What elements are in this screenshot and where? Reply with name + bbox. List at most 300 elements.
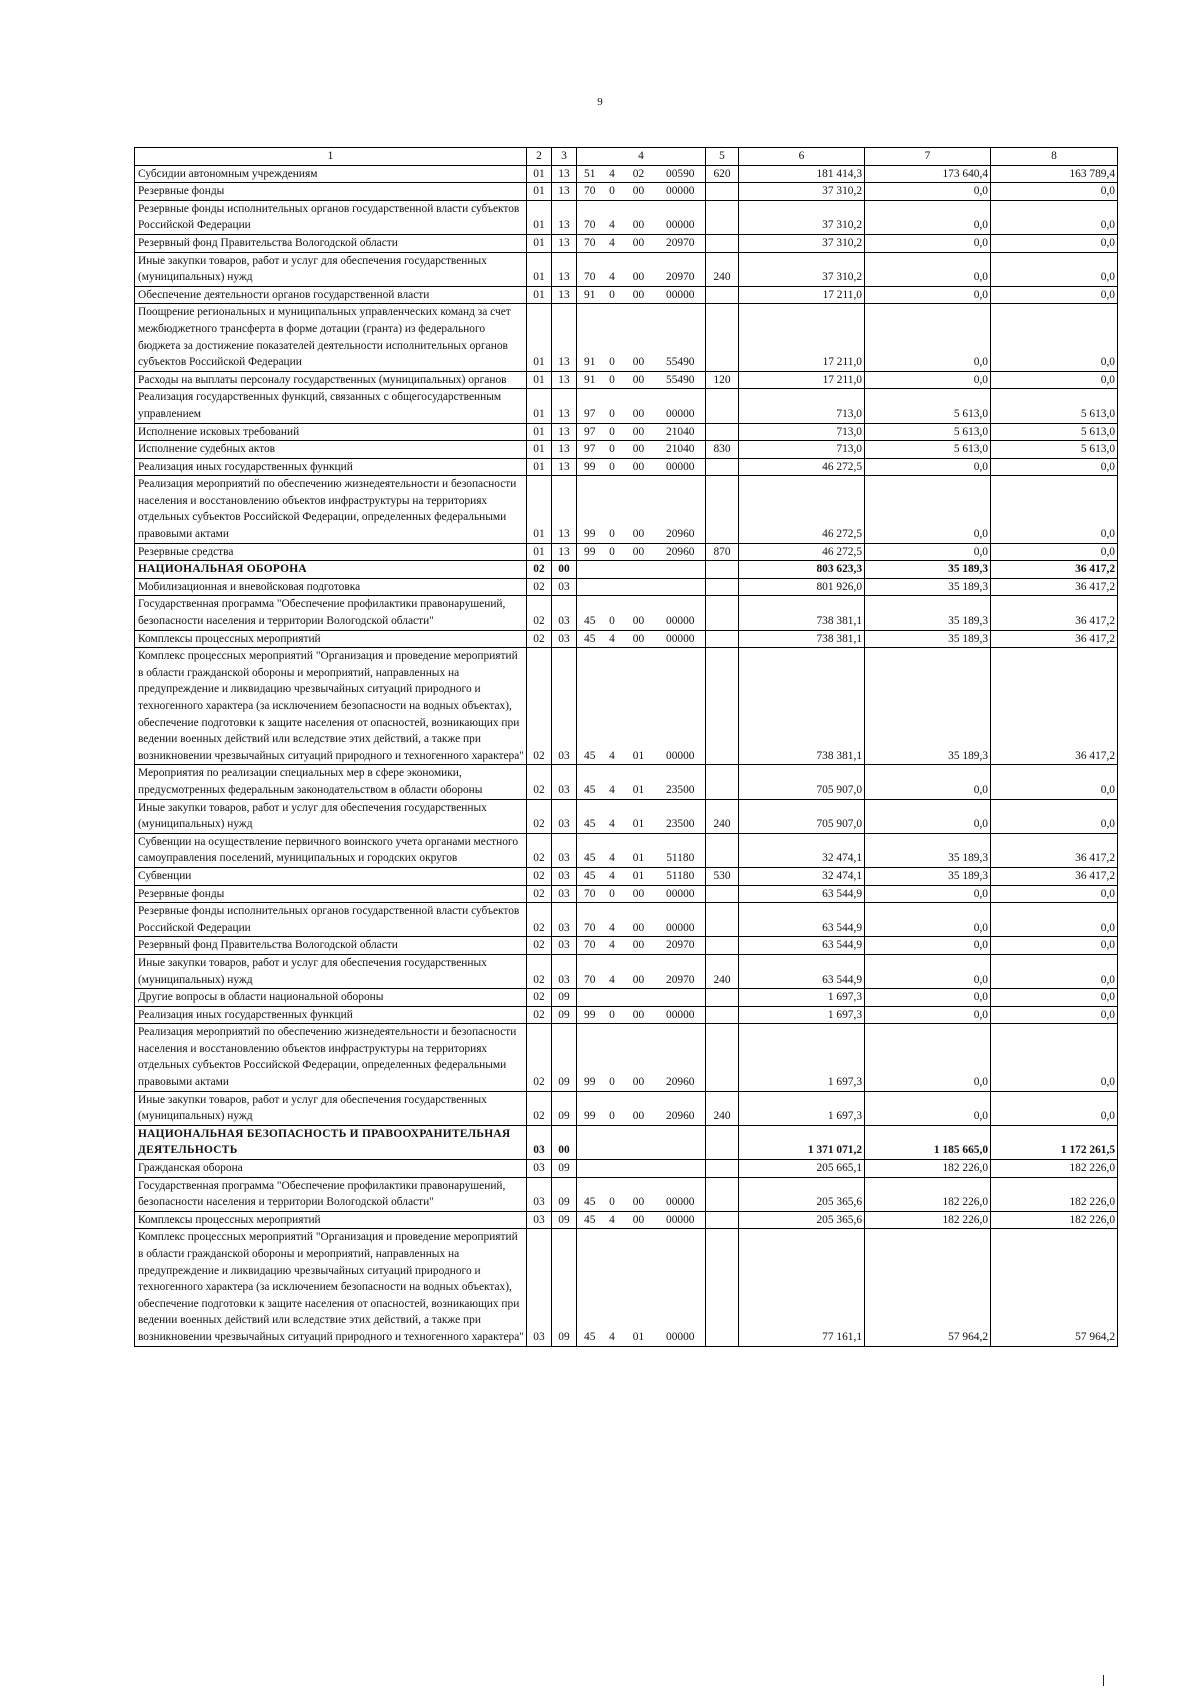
expense-type-code: 530 bbox=[706, 867, 739, 885]
row-name: Другие вопросы в области национальной обороны bbox=[135, 989, 527, 1007]
expense-type-code bbox=[706, 885, 739, 903]
subprogram-code bbox=[603, 989, 622, 1007]
event-code: 00 bbox=[622, 1211, 656, 1229]
subsection-code: 03 bbox=[552, 885, 577, 903]
subsection-code: 09 bbox=[552, 1211, 577, 1229]
amount-col-7: 0,0 bbox=[865, 304, 991, 371]
event-code bbox=[622, 561, 656, 579]
amount-col-6: 77 161,1 bbox=[739, 1229, 865, 1346]
amount-col-8: 0,0 bbox=[991, 458, 1118, 476]
subsection-code: 13 bbox=[552, 543, 577, 561]
amount-col-6: 713,0 bbox=[739, 423, 865, 441]
amount-col-6: 738 381,1 bbox=[739, 630, 865, 648]
section-code: 02 bbox=[527, 596, 552, 630]
table-row bbox=[135, 867, 1118, 885]
expense-direction-code: 20970 bbox=[656, 937, 706, 955]
program-code: 99 bbox=[577, 543, 603, 561]
subprogram-code: 0 bbox=[603, 423, 622, 441]
subprogram-code: 4 bbox=[603, 200, 622, 234]
expense-type-code bbox=[706, 200, 739, 234]
subsection-code: 03 bbox=[552, 833, 577, 867]
expense-type-code: 120 bbox=[706, 371, 739, 389]
expense-direction-code: 21040 bbox=[656, 441, 706, 459]
amount-col-7: 182 226,0 bbox=[865, 1160, 991, 1178]
section-code: 02 bbox=[527, 1006, 552, 1024]
expense-type-code bbox=[706, 578, 739, 596]
subsection-code: 03 bbox=[552, 867, 577, 885]
table-row bbox=[135, 1125, 1118, 1159]
program-code: 99 bbox=[577, 476, 603, 543]
table-row bbox=[135, 200, 1118, 234]
expense-type-code bbox=[706, 286, 739, 304]
program-code: 70 bbox=[577, 954, 603, 988]
program-code: 51 bbox=[577, 165, 603, 183]
column-header: 5 bbox=[706, 148, 739, 166]
table-body bbox=[135, 148, 1118, 1347]
subprogram-code: 4 bbox=[603, 252, 622, 286]
row-name: Мобилизационная и вневойсковая подготовка bbox=[135, 578, 527, 596]
row-name: Иные закупки товаров, работ и услуг для обеспечения государственных (муниципальных) нужд bbox=[135, 954, 527, 988]
section-code: 02 bbox=[527, 833, 552, 867]
row-name: Иные закупки товаров, работ и услуг для обеспечения государственных (муниципальных) нужд bbox=[135, 252, 527, 286]
amount-col-8: 36 417,2 bbox=[991, 578, 1118, 596]
program-code bbox=[577, 1125, 603, 1159]
table-row bbox=[135, 371, 1118, 389]
table-row bbox=[135, 885, 1118, 903]
table-row bbox=[135, 903, 1118, 937]
amount-col-7: 182 226,0 bbox=[865, 1177, 991, 1211]
section-code: 01 bbox=[527, 234, 552, 252]
subsection-code: 13 bbox=[552, 389, 577, 423]
subprogram-code: 0 bbox=[603, 441, 622, 459]
subprogram-code: 4 bbox=[603, 1229, 622, 1346]
subsection-code: 09 bbox=[552, 1024, 577, 1091]
subprogram-code: 0 bbox=[603, 304, 622, 371]
event-code bbox=[622, 989, 656, 1007]
expense-direction-code: 00000 bbox=[656, 648, 706, 765]
row-name: Реализация мероприятий по обеспечению жизнедеятельности и безопасности населения и восстановлению объектов инфраструктуры на территориях отдельных субъектов Российской Федерации, определенных федеральными правовыми актами bbox=[135, 1024, 527, 1091]
expense-direction-code: 23500 bbox=[656, 799, 706, 833]
expense-direction-code: 00590 bbox=[656, 165, 706, 183]
program-code: 70 bbox=[577, 885, 603, 903]
program-code: 70 bbox=[577, 903, 603, 937]
program-code: 91 bbox=[577, 286, 603, 304]
expense-direction-code: 20970 bbox=[656, 954, 706, 988]
subsection-code: 13 bbox=[552, 252, 577, 286]
section-code: 02 bbox=[527, 1091, 552, 1125]
row-name: Резервные фонды bbox=[135, 183, 527, 201]
row-name: НАЦИОНАЛЬНАЯ ОБОРОНА bbox=[135, 561, 527, 579]
subprogram-code: 0 bbox=[603, 476, 622, 543]
section-code: 01 bbox=[527, 371, 552, 389]
amount-col-8: 36 417,2 bbox=[991, 561, 1118, 579]
expense-direction-code: 00000 bbox=[656, 200, 706, 234]
section-code: 03 bbox=[527, 1211, 552, 1229]
section-code: 01 bbox=[527, 389, 552, 423]
event-code bbox=[622, 1160, 656, 1178]
subsection-code: 03 bbox=[552, 578, 577, 596]
amount-col-8: 0,0 bbox=[991, 799, 1118, 833]
event-code: 00 bbox=[622, 630, 656, 648]
amount-col-6: 181 414,3 bbox=[739, 165, 865, 183]
section-code: 01 bbox=[527, 200, 552, 234]
program-code: 91 bbox=[577, 304, 603, 371]
amount-col-8: 36 417,2 bbox=[991, 833, 1118, 867]
section-code: 01 bbox=[527, 252, 552, 286]
expense-direction-code bbox=[656, 989, 706, 1007]
subprogram-code: 4 bbox=[603, 937, 622, 955]
expense-direction-code: 20960 bbox=[656, 1091, 706, 1125]
amount-col-7: 0,0 bbox=[865, 200, 991, 234]
expense-direction-code: 51180 bbox=[656, 833, 706, 867]
amount-col-6: 803 623,3 bbox=[739, 561, 865, 579]
amount-col-8: 0,0 bbox=[991, 937, 1118, 955]
subsection-code: 00 bbox=[552, 561, 577, 579]
expense-type-code: 830 bbox=[706, 441, 739, 459]
section-code: 01 bbox=[527, 458, 552, 476]
event-code: 01 bbox=[622, 648, 656, 765]
subsection-code: 13 bbox=[552, 183, 577, 201]
table-row bbox=[135, 799, 1118, 833]
amount-col-7: 0,0 bbox=[865, 286, 991, 304]
amount-col-7: 0,0 bbox=[865, 1024, 991, 1091]
section-code: 02 bbox=[527, 937, 552, 955]
subsection-code: 03 bbox=[552, 937, 577, 955]
amount-col-8: 5 613,0 bbox=[991, 441, 1118, 459]
row-name: Исполнение исковых требований bbox=[135, 423, 527, 441]
amount-col-6: 738 381,1 bbox=[739, 596, 865, 630]
subsection-code: 03 bbox=[552, 903, 577, 937]
amount-col-6: 63 544,9 bbox=[739, 954, 865, 988]
amount-col-7: 0,0 bbox=[865, 903, 991, 937]
program-code: 45 bbox=[577, 1211, 603, 1229]
amount-col-6: 63 544,9 bbox=[739, 903, 865, 937]
event-code: 00 bbox=[622, 389, 656, 423]
program-code: 45 bbox=[577, 630, 603, 648]
program-code: 45 bbox=[577, 1177, 603, 1211]
subprogram-code: 4 bbox=[603, 954, 622, 988]
subprogram-code bbox=[603, 561, 622, 579]
amount-col-7: 0,0 bbox=[865, 799, 991, 833]
expense-type-code bbox=[706, 304, 739, 371]
event-code: 00 bbox=[622, 954, 656, 988]
subsection-code: 13 bbox=[552, 286, 577, 304]
table-row bbox=[135, 476, 1118, 543]
expense-type-code bbox=[706, 989, 739, 1007]
row-name: Реализация государственных функций, связанных с общегосударственным управлением bbox=[135, 389, 527, 423]
expense-type-code bbox=[706, 1006, 739, 1024]
amount-col-7: 35 189,3 bbox=[865, 867, 991, 885]
subprogram-code: 4 bbox=[603, 165, 622, 183]
row-name: Мероприятия по реализации специальных мер в сфере экономики, предусмотренных федеральным законодательством в области обороны bbox=[135, 765, 527, 799]
amount-col-8: 36 417,2 bbox=[991, 867, 1118, 885]
subsection-code: 13 bbox=[552, 200, 577, 234]
row-name: Резервные фонды исполнительных органов государственной власти субъектов Российской Федерации bbox=[135, 200, 527, 234]
subprogram-code: 0 bbox=[603, 596, 622, 630]
expense-type-code bbox=[706, 423, 739, 441]
section-code: 02 bbox=[527, 954, 552, 988]
expense-type-code: 240 bbox=[706, 1091, 739, 1125]
event-code bbox=[622, 578, 656, 596]
section-code: 01 bbox=[527, 543, 552, 561]
amount-col-8: 36 417,2 bbox=[991, 648, 1118, 765]
expense-direction-code: 23500 bbox=[656, 765, 706, 799]
amount-col-8: 0,0 bbox=[991, 304, 1118, 371]
section-code: 01 bbox=[527, 304, 552, 371]
expense-type-code: 870 bbox=[706, 543, 739, 561]
amount-col-7: 5 613,0 bbox=[865, 441, 991, 459]
amount-col-7: 1 185 665,0 bbox=[865, 1125, 991, 1159]
table-row bbox=[135, 441, 1118, 459]
table-row bbox=[135, 543, 1118, 561]
amount-col-6: 46 272,5 bbox=[739, 458, 865, 476]
expense-direction-code: 00000 bbox=[656, 596, 706, 630]
program-code: 91 bbox=[577, 371, 603, 389]
expense-direction-code: 21040 bbox=[656, 423, 706, 441]
expense-direction-code: 00000 bbox=[656, 903, 706, 937]
program-code: 99 bbox=[577, 1024, 603, 1091]
subsection-code: 13 bbox=[552, 371, 577, 389]
amount-col-8: 0,0 bbox=[991, 1091, 1118, 1125]
amount-col-6: 1 697,3 bbox=[739, 1024, 865, 1091]
event-code: 01 bbox=[622, 799, 656, 833]
amount-col-6: 37 310,2 bbox=[739, 234, 865, 252]
row-name: Государственная программа "Обеспечение профилактики правонарушений, безопасности населения и территории Вологодской области" bbox=[135, 596, 527, 630]
event-code: 00 bbox=[622, 1024, 656, 1091]
section-code: 02 bbox=[527, 765, 552, 799]
table-row bbox=[135, 1229, 1118, 1346]
amount-col-8: 0,0 bbox=[991, 543, 1118, 561]
amount-col-8: 182 226,0 bbox=[991, 1160, 1118, 1178]
amount-col-7: 35 189,3 bbox=[865, 561, 991, 579]
program-code: 99 bbox=[577, 1091, 603, 1125]
section-code: 03 bbox=[527, 1177, 552, 1211]
program-code: 45 bbox=[577, 765, 603, 799]
table-row bbox=[135, 389, 1118, 423]
table-row bbox=[135, 765, 1118, 799]
section-code: 01 bbox=[527, 183, 552, 201]
row-name: Субвенции на осуществление первичного воинского учета органами местного самоуправления поселений, муниципальных и городских округов bbox=[135, 833, 527, 867]
row-name: Резервные фонды bbox=[135, 885, 527, 903]
table-row bbox=[135, 1177, 1118, 1211]
section-code: 01 bbox=[527, 423, 552, 441]
subsection-code: 13 bbox=[552, 234, 577, 252]
amount-col-6: 46 272,5 bbox=[739, 543, 865, 561]
subsection-code: 09 bbox=[552, 1006, 577, 1024]
expense-type-code: 240 bbox=[706, 252, 739, 286]
event-code: 00 bbox=[622, 304, 656, 371]
section-code: 03 bbox=[527, 1125, 552, 1159]
subsection-code: 03 bbox=[552, 648, 577, 765]
row-name: Комплекс процессных мероприятий "Организация и проведение мероприятий в области гражданской обороны и мероприятий, направленных на предупреждение и ликвидацию чрезвычайных ситуаций природного и техногенного характера (за исключением безопасности на водных объектах), обеспечение подготовки к защите населения от опасностей, возникающих при ведении военных действий или вследствие этих действий, а также при возникновении чрезвычайных ситуаций природного и техногенного характера" bbox=[135, 1229, 527, 1346]
amount-col-8: 0,0 bbox=[991, 476, 1118, 543]
amount-col-7: 0,0 bbox=[865, 989, 991, 1007]
row-name: Государственная программа "Обеспечение профилактики правонарушений, безопасности населения и территории Вологодской области" bbox=[135, 1177, 527, 1211]
expense-direction-code: 00000 bbox=[656, 885, 706, 903]
row-name: Резервный фонд Правительства Вологодской области bbox=[135, 937, 527, 955]
expense-direction-code: 51180 bbox=[656, 867, 706, 885]
amount-col-7: 35 189,3 bbox=[865, 833, 991, 867]
scan-mark bbox=[1103, 1675, 1104, 1686]
amount-col-6: 705 907,0 bbox=[739, 799, 865, 833]
expense-direction-code: 00000 bbox=[656, 286, 706, 304]
section-code: 01 bbox=[527, 441, 552, 459]
program-code: 45 bbox=[577, 833, 603, 867]
expense-direction-code: 20970 bbox=[656, 234, 706, 252]
section-code: 02 bbox=[527, 885, 552, 903]
amount-col-7: 0,0 bbox=[865, 234, 991, 252]
table-row bbox=[135, 1160, 1118, 1178]
event-code: 00 bbox=[622, 371, 656, 389]
subprogram-code bbox=[603, 1125, 622, 1159]
expense-type-code: 240 bbox=[706, 799, 739, 833]
amount-col-7: 57 964,2 bbox=[865, 1229, 991, 1346]
column-header: 4 bbox=[577, 148, 706, 166]
expense-type-code bbox=[706, 1229, 739, 1346]
expense-direction-code: 20960 bbox=[656, 476, 706, 543]
subsection-code: 09 bbox=[552, 1229, 577, 1346]
row-name: Иные закупки товаров, работ и услуг для обеспечения государственных (муниципальных) нужд bbox=[135, 799, 527, 833]
amount-col-7: 0,0 bbox=[865, 765, 991, 799]
event-code: 00 bbox=[622, 286, 656, 304]
subsection-code: 00 bbox=[552, 1125, 577, 1159]
amount-col-8: 0,0 bbox=[991, 183, 1118, 201]
expense-type-code bbox=[706, 1160, 739, 1178]
event-code: 02 bbox=[622, 165, 656, 183]
event-code: 00 bbox=[622, 1091, 656, 1125]
section-code: 02 bbox=[527, 799, 552, 833]
amount-col-6: 37 310,2 bbox=[739, 252, 865, 286]
expense-direction-code: 20960 bbox=[656, 1024, 706, 1091]
subprogram-code: 0 bbox=[603, 1006, 622, 1024]
row-name: Обеспечение деятельности органов государственной власти bbox=[135, 286, 527, 304]
expense-type-code bbox=[706, 1211, 739, 1229]
subsection-code: 09 bbox=[552, 1177, 577, 1211]
subprogram-code: 0 bbox=[603, 885, 622, 903]
event-code: 00 bbox=[622, 441, 656, 459]
expense-type-code bbox=[706, 389, 739, 423]
expense-type-code bbox=[706, 1177, 739, 1211]
amount-col-7: 182 226,0 bbox=[865, 1211, 991, 1229]
event-code bbox=[622, 1125, 656, 1159]
amount-col-8: 0,0 bbox=[991, 371, 1118, 389]
section-code: 02 bbox=[527, 578, 552, 596]
section-code: 01 bbox=[527, 476, 552, 543]
subsection-code: 13 bbox=[552, 423, 577, 441]
expense-direction-code: 20970 bbox=[656, 252, 706, 286]
section-code: 01 bbox=[527, 165, 552, 183]
amount-col-8: 163 789,4 bbox=[991, 165, 1118, 183]
amount-col-8: 0,0 bbox=[991, 200, 1118, 234]
program-code: 97 bbox=[577, 441, 603, 459]
expense-direction-code: 00000 bbox=[656, 630, 706, 648]
subprogram-code: 4 bbox=[603, 833, 622, 867]
subprogram-code: 4 bbox=[603, 867, 622, 885]
table-row bbox=[135, 458, 1118, 476]
row-name: НАЦИОНАЛЬНАЯ БЕЗОПАСНОСТЬ И ПРАВООХРАНИТЕЛЬНАЯ ДЕЯТЕЛЬНОСТЬ bbox=[135, 1125, 527, 1159]
subprogram-code: 0 bbox=[603, 458, 622, 476]
amount-col-6: 705 907,0 bbox=[739, 765, 865, 799]
amount-col-7: 35 189,3 bbox=[865, 630, 991, 648]
event-code: 00 bbox=[622, 1006, 656, 1024]
event-code: 00 bbox=[622, 903, 656, 937]
program-code bbox=[577, 578, 603, 596]
amount-col-8: 36 417,2 bbox=[991, 596, 1118, 630]
amount-col-6: 205 365,6 bbox=[739, 1177, 865, 1211]
table-row bbox=[135, 1006, 1118, 1024]
row-name: Расходы на выплаты персоналу государственных (муниципальных) органов bbox=[135, 371, 527, 389]
program-code: 99 bbox=[577, 1006, 603, 1024]
amount-col-7: 0,0 bbox=[865, 252, 991, 286]
amount-col-7: 35 189,3 bbox=[865, 578, 991, 596]
row-name: Гражданская оборона bbox=[135, 1160, 527, 1178]
row-name: Резервные средства bbox=[135, 543, 527, 561]
section-code: 02 bbox=[527, 630, 552, 648]
amount-col-7: 173 640,4 bbox=[865, 165, 991, 183]
row-name: Иные закупки товаров, работ и услуг для обеспечения государственных (муниципальных) нужд bbox=[135, 1091, 527, 1125]
program-code: 45 bbox=[577, 648, 603, 765]
amount-col-6: 32 474,1 bbox=[739, 867, 865, 885]
amount-col-6: 37 310,2 bbox=[739, 200, 865, 234]
section-code: 01 bbox=[527, 286, 552, 304]
amount-col-6: 713,0 bbox=[739, 389, 865, 423]
row-name: Субсидии автономным учреждениям bbox=[135, 165, 527, 183]
table-row bbox=[135, 561, 1118, 579]
subsection-code: 09 bbox=[552, 1091, 577, 1125]
subsection-code: 03 bbox=[552, 799, 577, 833]
expense-direction-code: 00000 bbox=[656, 1211, 706, 1229]
subprogram-code: 4 bbox=[603, 234, 622, 252]
subsection-code: 03 bbox=[552, 954, 577, 988]
amount-col-6: 1 697,3 bbox=[739, 1091, 865, 1125]
row-name: Резервные фонды исполнительных органов государственной власти субъектов Российской Федерации bbox=[135, 903, 527, 937]
amount-col-7: 0,0 bbox=[865, 937, 991, 955]
amount-col-6: 17 211,0 bbox=[739, 286, 865, 304]
expense-type-code: 240 bbox=[706, 954, 739, 988]
amount-col-8: 0,0 bbox=[991, 286, 1118, 304]
expense-type-code bbox=[706, 1024, 739, 1091]
amount-col-8: 0,0 bbox=[991, 903, 1118, 937]
amount-col-8: 0,0 bbox=[991, 885, 1118, 903]
event-code: 00 bbox=[622, 1177, 656, 1211]
subprogram-code: 4 bbox=[603, 648, 622, 765]
event-code: 01 bbox=[622, 833, 656, 867]
table-row bbox=[135, 286, 1118, 304]
program-code: 45 bbox=[577, 596, 603, 630]
amount-col-7: 0,0 bbox=[865, 371, 991, 389]
event-code: 00 bbox=[622, 234, 656, 252]
amount-col-6: 17 211,0 bbox=[739, 371, 865, 389]
row-name: Исполнение судебных актов bbox=[135, 441, 527, 459]
expense-type-code bbox=[706, 833, 739, 867]
table-row bbox=[135, 1211, 1118, 1229]
amount-col-8: 182 226,0 bbox=[991, 1177, 1118, 1211]
program-code: 70 bbox=[577, 200, 603, 234]
table-row bbox=[135, 1024, 1118, 1091]
expense-direction-code: 55490 bbox=[656, 304, 706, 371]
amount-col-7: 0,0 bbox=[865, 954, 991, 988]
amount-col-6: 63 544,9 bbox=[739, 885, 865, 903]
event-code: 00 bbox=[622, 937, 656, 955]
amount-col-8: 0,0 bbox=[991, 954, 1118, 988]
amount-col-8: 0,0 bbox=[991, 1024, 1118, 1091]
program-code: 45 bbox=[577, 1229, 603, 1346]
section-code: 02 bbox=[527, 648, 552, 765]
table-row bbox=[135, 1091, 1118, 1125]
event-code: 00 bbox=[622, 596, 656, 630]
budget-table bbox=[134, 147, 1118, 1347]
table-row bbox=[135, 596, 1118, 630]
